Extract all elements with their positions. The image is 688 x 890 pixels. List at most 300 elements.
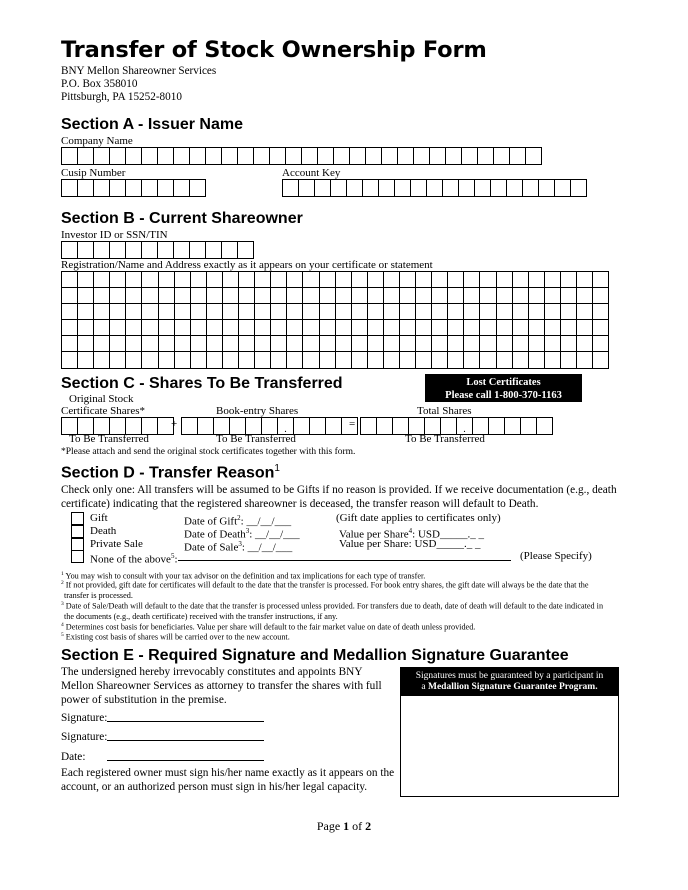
registration-cell[interactable] (126, 272, 142, 288)
registration-cell[interactable] (432, 272, 448, 288)
entry-cell[interactable] (411, 179, 427, 197)
registration-cell[interactable] (529, 304, 545, 320)
registration-cell[interactable] (577, 304, 593, 320)
registration-cell[interactable] (271, 336, 287, 352)
signature-2-line[interactable] (107, 740, 264, 741)
entry-cell[interactable] (475, 179, 491, 197)
entry-cell[interactable] (110, 147, 126, 165)
entry-cell[interactable] (94, 179, 110, 197)
registration-cell[interactable] (94, 320, 110, 336)
registration-cell[interactable] (464, 336, 480, 352)
registration-row[interactable] (62, 352, 609, 368)
registration-cell[interactable] (497, 304, 513, 320)
registration-cell[interactable] (303, 336, 319, 352)
registration-cell[interactable] (320, 336, 336, 352)
entry-cell[interactable] (361, 417, 377, 435)
registration-cell[interactable] (126, 352, 142, 368)
registration-cell[interactable] (207, 288, 223, 304)
registration-cell[interactable] (255, 336, 271, 352)
registration-cell[interactable] (448, 320, 464, 336)
registration-cell[interactable] (416, 272, 432, 288)
registration-cell[interactable] (303, 288, 319, 304)
registration-cell[interactable] (480, 272, 496, 288)
registration-cell[interactable] (480, 320, 496, 336)
registration-cell[interactable] (513, 320, 529, 336)
entry-cell[interactable] (94, 241, 110, 259)
value-per-share-sale-field[interactable]: Value per Share: USD_____._ _ (339, 538, 481, 550)
registration-cell[interactable] (303, 352, 319, 368)
registration-cell[interactable] (110, 288, 126, 304)
registration-cell[interactable] (561, 336, 577, 352)
decimal-cell[interactable]: . (278, 417, 294, 435)
registration-cell[interactable] (303, 272, 319, 288)
registration-cell[interactable] (223, 320, 239, 336)
registration-cell[interactable] (207, 320, 223, 336)
registration-cell[interactable] (191, 320, 207, 336)
entry-cell[interactable] (326, 417, 342, 435)
registration-cell[interactable] (497, 320, 513, 336)
registration-cell[interactable] (159, 320, 175, 336)
registration-cell[interactable] (432, 288, 448, 304)
registration-row[interactable] (62, 272, 609, 288)
entry-cell[interactable] (158, 147, 174, 165)
registration-cell[interactable] (191, 352, 207, 368)
registration-cell[interactable] (336, 288, 352, 304)
registration-cell[interactable] (464, 320, 480, 336)
registration-cell[interactable] (336, 336, 352, 352)
registration-cell[interactable] (497, 272, 513, 288)
registration-cell[interactable] (352, 272, 368, 288)
registration-cell[interactable] (271, 320, 287, 336)
registration-cell[interactable] (62, 352, 78, 368)
registration-cell[interactable] (400, 304, 416, 320)
registration-cell[interactable] (416, 304, 432, 320)
entry-cell[interactable] (286, 147, 302, 165)
entry-cell[interactable] (446, 147, 462, 165)
registration-cell[interactable] (336, 272, 352, 288)
entry-cell[interactable] (427, 179, 443, 197)
registration-cell[interactable] (480, 288, 496, 304)
registration-cell[interactable] (368, 352, 384, 368)
entry-cell[interactable] (158, 241, 174, 259)
registration-cell[interactable] (287, 320, 303, 336)
registration-cell[interactable] (191, 304, 207, 320)
registration-cell[interactable] (577, 272, 593, 288)
entry-cell[interactable] (505, 417, 521, 435)
registration-cell[interactable] (513, 352, 529, 368)
registration-cell[interactable] (448, 336, 464, 352)
death-checkbox[interactable] (71, 525, 84, 538)
registration-cell[interactable] (432, 320, 448, 336)
registration-cell[interactable] (400, 352, 416, 368)
registration-cell[interactable] (577, 352, 593, 368)
registration-cell[interactable] (368, 304, 384, 320)
entry-cell[interactable] (206, 241, 222, 259)
registration-cell[interactable] (416, 288, 432, 304)
registration-cell[interactable] (271, 304, 287, 320)
entry-cell[interactable] (331, 179, 347, 197)
entry-cell[interactable] (254, 147, 270, 165)
entry-cell[interactable] (510, 147, 526, 165)
registration-cell[interactable] (159, 352, 175, 368)
registration-cell[interactable] (159, 272, 175, 288)
entry-cell[interactable] (443, 179, 459, 197)
registration-cell[interactable] (142, 304, 158, 320)
registration-cell[interactable] (126, 304, 142, 320)
registration-cell[interactable] (255, 272, 271, 288)
registration-cell[interactable] (336, 352, 352, 368)
entry-cell[interactable] (110, 241, 126, 259)
cusip-input[interactable] (61, 179, 206, 197)
registration-cell[interactable] (577, 320, 593, 336)
entry-cell[interactable] (142, 147, 158, 165)
registration-cell[interactable] (384, 304, 400, 320)
registration-cell[interactable] (545, 352, 561, 368)
registration-cell[interactable] (110, 352, 126, 368)
registration-cell[interactable] (368, 320, 384, 336)
registration-cell[interactable] (126, 320, 142, 336)
registration-cell[interactable] (255, 288, 271, 304)
registration-cell[interactable] (62, 272, 78, 288)
registration-cell[interactable] (255, 352, 271, 368)
registration-cell[interactable] (384, 288, 400, 304)
registration-cell[interactable] (239, 320, 255, 336)
registration-cell[interactable] (78, 352, 94, 368)
entry-cell[interactable] (126, 241, 142, 259)
date-of-sale-field[interactable] (184, 538, 292, 554)
entry-cell[interactable] (377, 417, 393, 435)
registration-cell[interactable] (223, 304, 239, 320)
entry-cell[interactable] (302, 147, 318, 165)
registration-cell[interactable] (545, 288, 561, 304)
registration-cell[interactable] (448, 272, 464, 288)
entry-cell[interactable] (310, 417, 326, 435)
registration-cell[interactable] (464, 272, 480, 288)
registration-row[interactable] (62, 320, 609, 336)
entry-cell[interactable] (174, 179, 190, 197)
registration-cell[interactable] (191, 288, 207, 304)
entry-cell[interactable] (142, 179, 158, 197)
registration-cell[interactable] (513, 304, 529, 320)
registration-cell[interactable] (110, 336, 126, 352)
registration-cell[interactable] (545, 304, 561, 320)
registration-cell[interactable] (303, 320, 319, 336)
entry-cell[interactable] (78, 179, 94, 197)
registration-cell[interactable] (448, 288, 464, 304)
registration-cell[interactable] (513, 336, 529, 352)
registration-cell[interactable] (384, 272, 400, 288)
registration-cell[interactable] (336, 320, 352, 336)
registration-cell[interactable] (593, 272, 609, 288)
registration-cell[interactable] (255, 304, 271, 320)
registration-cell[interactable] (175, 304, 191, 320)
registration-cell[interactable] (416, 320, 432, 336)
entry-cell[interactable] (270, 147, 286, 165)
registration-cell[interactable] (175, 336, 191, 352)
registration-cell[interactable] (62, 304, 78, 320)
registration-row[interactable] (62, 336, 609, 352)
registration-cell[interactable] (142, 336, 158, 352)
entry-cell[interactable] (222, 147, 238, 165)
registration-cell[interactable] (62, 288, 78, 304)
registration-cell[interactable] (223, 352, 239, 368)
registration-cell[interactable] (464, 352, 480, 368)
registration-cell[interactable] (352, 336, 368, 352)
registration-cell[interactable] (416, 352, 432, 368)
registration-cell[interactable] (191, 272, 207, 288)
entry-cell[interactable] (459, 179, 475, 197)
registration-cell[interactable] (94, 304, 110, 320)
entry-cell[interactable] (414, 147, 430, 165)
registration-cell[interactable] (577, 336, 593, 352)
registration-cell[interactable] (432, 304, 448, 320)
registration-cell[interactable] (593, 304, 609, 320)
registration-cell[interactable] (432, 336, 448, 352)
registration-cell[interactable] (561, 288, 577, 304)
registration-cell[interactable] (110, 272, 126, 288)
registration-cell[interactable] (271, 272, 287, 288)
entry-cell[interactable] (398, 147, 414, 165)
registration-cell[interactable] (255, 320, 271, 336)
registration-cell[interactable] (175, 320, 191, 336)
entry-cell[interactable] (283, 179, 299, 197)
entry-cell[interactable] (126, 179, 142, 197)
registration-cell[interactable] (513, 272, 529, 288)
registration-cell[interactable] (529, 352, 545, 368)
entry-cell[interactable] (299, 179, 315, 197)
registration-cell[interactable] (593, 320, 609, 336)
registration-row[interactable] (62, 304, 609, 320)
gift-checkbox[interactable] (71, 512, 84, 525)
registration-cell[interactable] (287, 288, 303, 304)
registration-cell[interactable] (142, 288, 158, 304)
registration-cell[interactable] (78, 336, 94, 352)
entry-cell[interactable] (395, 179, 411, 197)
registration-cell[interactable] (368, 336, 384, 352)
entry-cell[interactable] (294, 417, 310, 435)
entry-cell[interactable] (350, 147, 366, 165)
registration-cell[interactable] (239, 288, 255, 304)
registration-cell[interactable] (545, 272, 561, 288)
registration-cell[interactable] (561, 320, 577, 336)
entry-cell[interactable] (489, 417, 505, 435)
registration-cell[interactable] (448, 352, 464, 368)
please-specify-line[interactable] (178, 560, 511, 561)
registration-cell[interactable] (480, 304, 496, 320)
registration-cell[interactable] (159, 336, 175, 352)
entry-cell[interactable] (318, 147, 334, 165)
entry-cell[interactable] (126, 147, 142, 165)
registration-cell[interactable] (62, 320, 78, 336)
registration-cell[interactable] (239, 272, 255, 288)
entry-cell[interactable] (190, 179, 206, 197)
entry-cell[interactable] (539, 179, 555, 197)
registration-cell[interactable] (561, 304, 577, 320)
registration-cell[interactable] (287, 336, 303, 352)
registration-cell[interactable] (239, 336, 255, 352)
registration-cell[interactable] (352, 352, 368, 368)
registration-cell[interactable] (126, 336, 142, 352)
registration-cell[interactable] (207, 352, 223, 368)
registration-cell[interactable] (400, 320, 416, 336)
entry-cell[interactable] (158, 179, 174, 197)
registration-cell[interactable] (223, 272, 239, 288)
registration-cell[interactable] (320, 288, 336, 304)
none-of-above-checkbox[interactable] (71, 550, 84, 563)
entry-cell[interactable] (537, 417, 553, 435)
entry-cell[interactable] (462, 147, 478, 165)
registration-cell[interactable] (384, 352, 400, 368)
registration-cell[interactable] (593, 288, 609, 304)
registration-cell[interactable] (110, 304, 126, 320)
registration-cell[interactable] (223, 336, 239, 352)
entry-cell[interactable] (382, 147, 398, 165)
registration-cell[interactable] (400, 336, 416, 352)
registration-cell[interactable] (480, 336, 496, 352)
registration-cell[interactable] (593, 336, 609, 352)
entry-cell[interactable] (198, 417, 214, 435)
entry-cell[interactable] (206, 147, 222, 165)
registration-cell[interactable] (464, 304, 480, 320)
entry-cell[interactable] (366, 147, 382, 165)
registration-cell[interactable] (159, 304, 175, 320)
registration-cell[interactable] (352, 320, 368, 336)
registration-cell[interactable] (78, 304, 94, 320)
registration-cell[interactable] (287, 272, 303, 288)
registration-cell[interactable] (191, 336, 207, 352)
entry-cell[interactable] (190, 241, 206, 259)
entry-cell[interactable] (78, 241, 94, 259)
entry-cell[interactable] (430, 147, 446, 165)
registration-cell[interactable] (368, 288, 384, 304)
investor-id-input[interactable] (61, 241, 254, 259)
registration-cell[interactable] (593, 352, 609, 368)
registration-cell[interactable] (561, 352, 577, 368)
registration-cell[interactable] (110, 320, 126, 336)
entry-cell[interactable] (347, 179, 363, 197)
registration-cell[interactable] (159, 288, 175, 304)
account-key-input[interactable] (282, 179, 587, 197)
entry-cell[interactable] (494, 147, 510, 165)
registration-cell[interactable] (497, 336, 513, 352)
medallion-guarantee-box[interactable] (400, 667, 619, 797)
entry-cell[interactable] (62, 179, 78, 197)
entry-cell[interactable] (571, 179, 587, 197)
registration-cell[interactable] (175, 288, 191, 304)
registration-cell[interactable] (545, 336, 561, 352)
registration-cell[interactable] (287, 352, 303, 368)
entry-cell[interactable] (555, 179, 571, 197)
entry-cell[interactable] (78, 147, 94, 165)
entry-cell[interactable] (363, 179, 379, 197)
registration-cell[interactable] (94, 336, 110, 352)
registration-cell[interactable] (416, 336, 432, 352)
registration-cell[interactable] (78, 320, 94, 336)
registration-cell[interactable] (480, 352, 496, 368)
registration-cell[interactable] (175, 272, 191, 288)
registration-cell[interactable] (303, 304, 319, 320)
registration-cell[interactable] (400, 288, 416, 304)
entry-cell[interactable] (174, 241, 190, 259)
registration-address-grid[interactable] (61, 271, 609, 369)
registration-cell[interactable] (368, 272, 384, 288)
entry-cell[interactable] (182, 417, 198, 435)
registration-cell[interactable] (464, 288, 480, 304)
registration-cell[interactable] (94, 352, 110, 368)
registration-cell[interactable] (352, 304, 368, 320)
entry-cell[interactable] (491, 179, 507, 197)
entry-cell[interactable] (334, 147, 350, 165)
entry-cell[interactable] (315, 179, 331, 197)
decimal-cell[interactable]: . (457, 417, 473, 435)
entry-cell[interactable] (238, 147, 254, 165)
entry-cell[interactable] (521, 417, 537, 435)
registration-cell[interactable] (287, 304, 303, 320)
entry-cell[interactable] (478, 147, 494, 165)
entry-cell[interactable] (110, 179, 126, 197)
registration-cell[interactable] (497, 288, 513, 304)
entry-cell[interactable] (238, 241, 254, 259)
registration-cell[interactable] (142, 320, 158, 336)
registration-cell[interactable] (384, 336, 400, 352)
registration-cell[interactable] (432, 352, 448, 368)
registration-cell[interactable] (320, 320, 336, 336)
entry-cell[interactable] (142, 241, 158, 259)
signature-1-line[interactable] (107, 721, 264, 722)
registration-cell[interactable] (320, 352, 336, 368)
entry-cell[interactable] (526, 147, 542, 165)
entry-cell[interactable] (62, 241, 78, 259)
entry-cell[interactable] (523, 179, 539, 197)
registration-cell[interactable] (513, 288, 529, 304)
registration-cell[interactable] (62, 336, 78, 352)
registration-cell[interactable] (577, 288, 593, 304)
entry-cell[interactable] (174, 147, 190, 165)
registration-cell[interactable] (78, 288, 94, 304)
registration-cell[interactable] (320, 304, 336, 320)
date-line[interactable] (107, 760, 264, 761)
registration-cell[interactable] (142, 352, 158, 368)
registration-cell[interactable] (239, 352, 255, 368)
registration-cell[interactable] (223, 288, 239, 304)
registration-cell[interactable] (529, 336, 545, 352)
entry-cell[interactable] (94, 147, 110, 165)
registration-cell[interactable] (142, 272, 158, 288)
registration-cell[interactable] (529, 320, 545, 336)
registration-cell[interactable] (545, 320, 561, 336)
registration-cell[interactable] (529, 288, 545, 304)
registration-cell[interactable] (561, 272, 577, 288)
registration-cell[interactable] (207, 304, 223, 320)
entry-cell[interactable] (190, 147, 206, 165)
registration-cell[interactable] (207, 272, 223, 288)
registration-cell[interactable] (271, 352, 287, 368)
registration-cell[interactable] (352, 288, 368, 304)
entry-cell[interactable] (379, 179, 395, 197)
registration-cell[interactable] (239, 304, 255, 320)
entry-cell[interactable] (222, 241, 238, 259)
company-name-input[interactable] (61, 147, 542, 165)
registration-cell[interactable] (529, 272, 545, 288)
registration-cell[interactable] (320, 272, 336, 288)
registration-cell[interactable] (271, 288, 287, 304)
registration-cell[interactable] (497, 352, 513, 368)
registration-cell[interactable] (400, 272, 416, 288)
registration-cell[interactable] (384, 320, 400, 336)
registration-cell[interactable] (336, 304, 352, 320)
registration-cell[interactable] (94, 288, 110, 304)
registration-row[interactable] (62, 288, 609, 304)
